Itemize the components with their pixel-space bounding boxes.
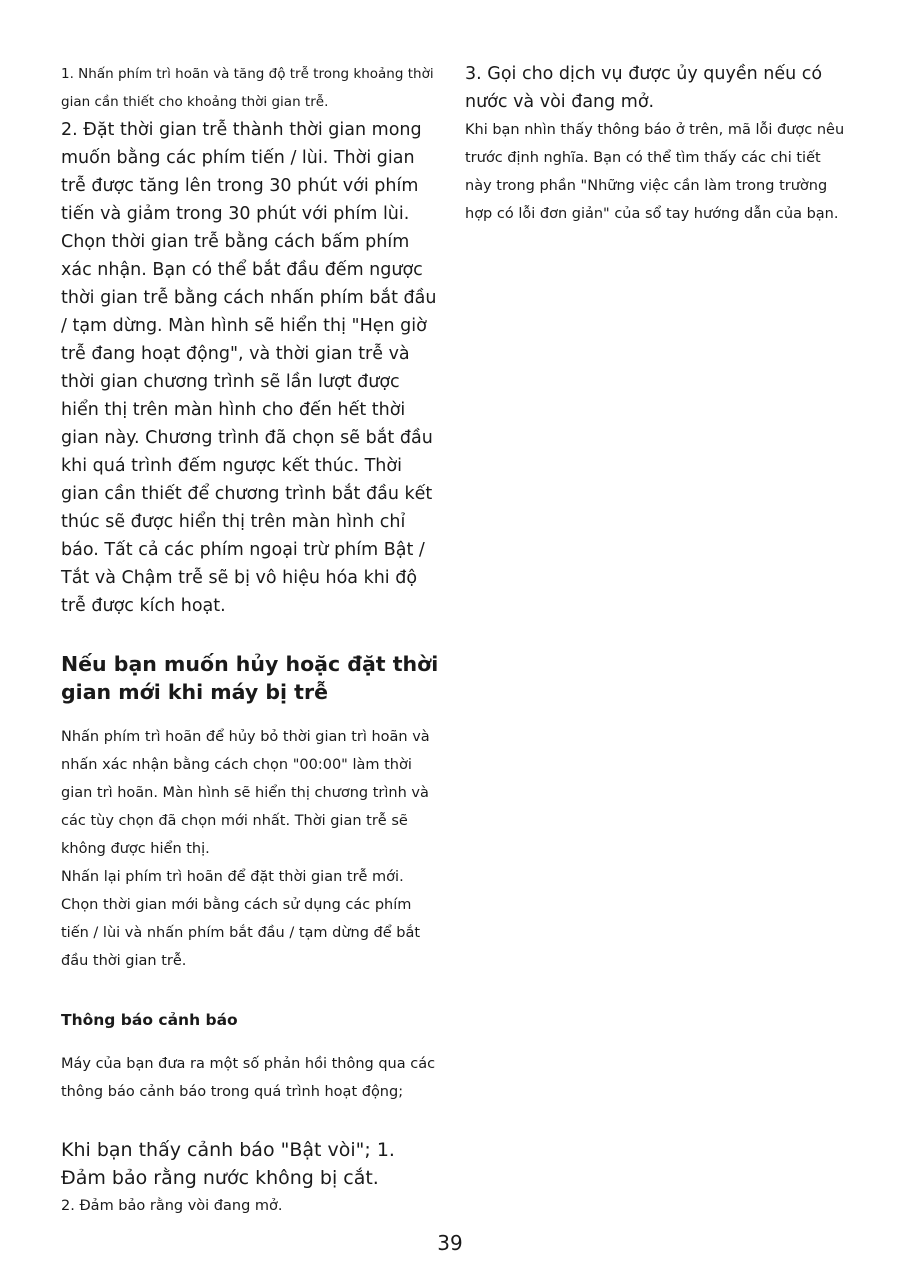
reset-delay-paragraph: Nhấn lại phím trì hoãn để đặt thời gian trễ mới. Chọn thời gian mới bằng cách sử dụng các phím tiến / lùi và nhấn phím bắt đầu / tạm dừng để bắt đầu thời gian trễ. [61, 869, 421, 969]
delay-step-1: 1. Nhấn phím trì hoãn và tăng độ trễ trong khoảng thời gian cần thiết cho khoảng thời gian trễ. [61, 66, 434, 110]
page-number: 39 [437, 1231, 463, 1255]
delay-step-2: 2. Đặt thời gian trễ thành thời gian mong muốn bằng các phím tiến / lùi. Thời gian trễ được tăng lên trong 30 phút với phím tiến và giảm trong 30 phút với phím lùi. Chọn thời gian trễ bằng cách bấm phím xác nhận. Bạn có thể bắt đầu đếm ngược thời gian trễ bằng cách nhấn phím bắt đầu / tạm dừng. Màn hình sẽ hiển thị "Hẹn giờ trễ đang hoạt động", và thời gian trễ và thời gian chương trình sẽ lần lượt được hiển thị trên màn hình cho đến hết thời gian này. Chương trình đã chọn sẽ bắt đầu khi quá trình đếm ngược kết thúc. Thời gian cần thiết để chương trình bắt đầu kết thúc sẽ được hiển thị trên màn hình chỉ báo. Tất cả các phím ngoại trừ phím Bật / Tắt và Chậm trễ sẽ bị vô hiệu hóa khi độ trễ được kích hoạt. [61, 120, 437, 616]
tap-step-2: 2. Đảm bảo rằng vòi đang mở. [61, 1197, 283, 1214]
tap-step-3: 3. Gọi cho dịch vụ được ủy quyền nếu có nước và vòi đang mở. [465, 64, 823, 112]
cancel-reset-heading: Nếu bạn muốn hủy hoặc đặt thời gian mới khi máy bị trễ [61, 652, 439, 704]
tap-warning-paragraph: Khi bạn thấy cảnh báo "Bật vòi"; 1. Đảm bảo rằng nước không bị cắt. [61, 1138, 395, 1189]
right-column [465, 60, 849, 228]
cancel-delay-paragraph: Nhấn phím trì hoãn để hủy bỏ thời gian trì hoãn và nhấn xác nhận bằng cách chọn "00:00" làm thời gian trì hoãn. Màn hình sẽ hiển thị chương trình và các tùy chọn đã chọn mới nhất. Thời gian trễ sẽ không được hiển thị. [61, 729, 430, 857]
error-code-paragraph: Khi bạn nhìn thấy thông báo ở trên, mã lỗi được nêu trước định nghĩa. Bạn có thể tìm thấy các chi tiết này trong phần "Những việc cần làm trong trường hợp có lỗi đơn giản" của sổ tay hướng dẫn của bạn. [465, 122, 845, 222]
warning-messages-heading: Thông báo cảnh báo [61, 1011, 238, 1029]
left-column [61, 60, 443, 1220]
warning-messages-paragraph: Máy của bạn đưa ra một số phản hồi thông qua các thông báo cảnh báo trong quá trình hoạt động; [61, 1055, 436, 1100]
